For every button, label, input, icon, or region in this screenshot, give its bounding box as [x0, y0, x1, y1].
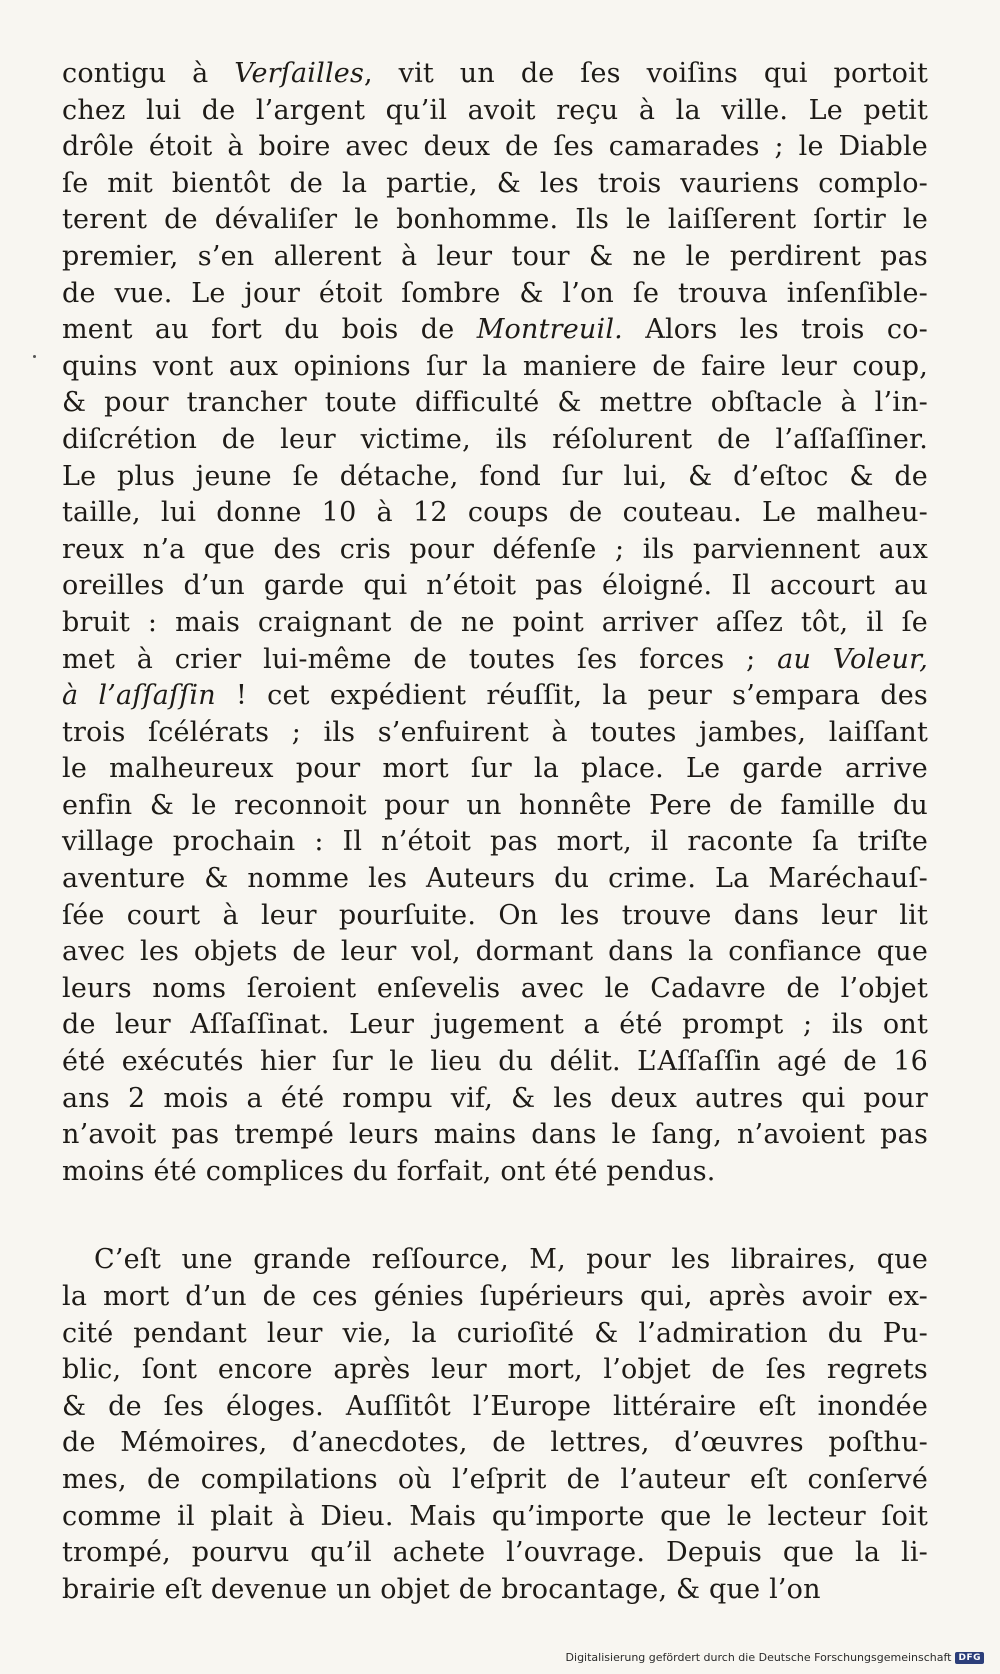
text-run: ſée court à leur pourſuite. On les trouve dans leur lit: [62, 899, 928, 931]
text-run: comme il plait à Dieu. Mais qu’importe que le lecteur ſoit: [62, 1500, 928, 1532]
body-text: [62, 56, 928, 1608]
text-run: oreilles d’un garde qui n’étoit pas éloigné. Il accourt au: [62, 570, 928, 602]
italic-run: à l’aſſaſſin: [62, 680, 216, 712]
margin-speck: [33, 355, 36, 358]
text-run: la mort d’un de ces génies ſupérieurs qui, après avoir ex-: [62, 1281, 928, 1312]
text-line: [62, 1081, 928, 1118]
text-run: village prochain : Il n’étoit pas mort, il raconte ſa triſte: [62, 826, 928, 858]
text-run: aventure & nomme les Auteurs du crime. La Maréchauſ-: [62, 863, 928, 895]
text-line: [62, 1316, 928, 1353]
text-run: C’eſt une grande reſſource, M, pour les libraires, que: [94, 1244, 928, 1276]
text-line: [62, 1044, 928, 1081]
text-line: [62, 1279, 928, 1316]
text-line: [62, 1572, 928, 1609]
text-run: ans 2 mois a été rompu vif, & les deux autres qui pour: [62, 1082, 928, 1114]
text-run: terent de dévaliſer le bonhomme. Ils le laiſſerent ſortir le: [62, 204, 928, 236]
text-run: drôle étoit à boire avec deux de ſes camarades ; le Diable: [62, 131, 928, 163]
text-run: le malheureux pour mort ſur la place. Le garde arrive: [62, 753, 928, 785]
text-run: ment au fort du bois de: [62, 314, 477, 346]
text-line: [62, 202, 928, 239]
text-run: brairie eſt devenue un objet de brocantage, & que l’on: [62, 1573, 821, 1605]
text-line: [62, 971, 928, 1008]
text-line: [62, 459, 928, 496]
text-line: [62, 861, 928, 898]
text-run: cité pendant leur vie, la curioſité & l’admiration du Pu-: [62, 1317, 928, 1349]
text-line: [62, 642, 928, 679]
text-run: premier, s’en allerent à leur tour & ne le perdirent pas: [62, 240, 928, 272]
text-run: , vit un de ſes voiſins qui portoit: [364, 58, 928, 89]
italic-run: au Voleur,: [777, 643, 928, 675]
text-run: & de ſes éloges. Auſſitôt l’Europe littéraire eſt inondée: [62, 1390, 928, 1422]
credit-text: Digitalisierung gefördert durch die Deutsche Forschungsgemeinschaft: [565, 1651, 952, 1664]
text-line: [62, 56, 928, 93]
text-line: [62, 276, 928, 313]
text-run: quins vont aux opinions ſur la maniere de faire leur coup,: [62, 350, 928, 382]
text-line: [62, 1425, 928, 1462]
text-run: trois ſcélérats ; ils s’enfuirent à toutes jambes, laiſſant: [62, 716, 928, 748]
text-run: bruit : mais craignant de ne point arriver aſſez tôt, il ſe: [62, 606, 928, 638]
text-run: ſe mit bientôt de la partie, & les trois vauriens complo-: [62, 167, 928, 199]
text-line: [62, 532, 928, 569]
text-line: [62, 1242, 928, 1279]
text-run: diſcrétion de leur victime, ils réſolurent de l’aſſaſſiner.: [62, 423, 928, 455]
text-run: Alors les trois co-: [622, 314, 928, 346]
text-line: [62, 1462, 928, 1499]
text-run: trompé, pourvu qu’il achete l’ouvrage. Depuis que la li-: [62, 1537, 928, 1569]
text-line: [62, 605, 928, 642]
text-run: met à crier lui-même de toutes ſes forces ;: [62, 643, 778, 675]
text-line: [62, 495, 928, 532]
text-line: [62, 1352, 928, 1389]
paragraph-1: [62, 56, 928, 1190]
text-line: [62, 1535, 928, 1572]
text-line: [62, 1389, 928, 1426]
text-line: [62, 93, 928, 130]
text-line: [62, 1007, 928, 1044]
text-line: [62, 129, 928, 166]
text-line: [62, 1117, 928, 1154]
text-line: [62, 715, 928, 752]
text-run: contigu à: [62, 58, 235, 89]
text-run: n’avoit pas trempé leurs mains dans le ſang, n’avoient pas: [62, 1119, 928, 1151]
text-line: [62, 898, 928, 935]
text-run: Le plus jeune ſe détache, fond ſur lui, & d’eſtoc & de: [62, 460, 928, 492]
text-line: [62, 1499, 928, 1536]
text-run: avec les objets de leur vol, dormant dans la confiance que: [62, 936, 928, 968]
text-run: moins été complices du forfait, ont été pendus.: [62, 1155, 716, 1187]
text-run: enfin & le reconnoit pour un honnête Pere de famille du: [62, 789, 928, 821]
text-line: [62, 349, 928, 386]
text-run: reux n’a que des cris pour défenſe ; ils parviennent aux: [62, 533, 928, 565]
text-line: [62, 678, 928, 715]
text-run: blic, ſont encore après leur mort, l’objet de ſes regrets: [62, 1354, 928, 1386]
italic-run: Montreuil.: [476, 314, 623, 346]
text-line: [62, 568, 928, 605]
text-line: [62, 934, 928, 971]
paragraph-gap: [62, 1190, 928, 1242]
text-line: [62, 1154, 928, 1191]
text-run: ! cet expédient réuſſit, la peur s’empara des: [215, 680, 928, 712]
text-run: chez lui de l’argent qu’il avoit reçu à la ville. Le petit: [62, 94, 928, 126]
dfg-logo: DFG: [955, 1652, 984, 1664]
text-line: [62, 166, 928, 203]
text-run: de Mémoires, d’anecdotes, de lettres, d’œuvres poſthu-: [62, 1427, 928, 1459]
italic-run: Verſailles: [234, 58, 365, 89]
text-line: [62, 751, 928, 788]
text-run: leurs noms ſeroient enſevelis avec le Cadavre de l’objet: [62, 972, 928, 1004]
text-run: taille, lui donne 10 à 12 coups de couteau. Le malheu-: [62, 497, 928, 529]
text-line: [62, 824, 928, 861]
text-run: de leur Aſſaſſinat. Leur jugement a été prompt ; ils ont: [62, 1009, 928, 1041]
paragraph-2: [62, 1242, 928, 1608]
text-line: [62, 239, 928, 276]
text-run: mes, de compilations où l’eſprit de l’auteur eſt conſervé: [62, 1463, 928, 1495]
digitization-credit: [566, 1651, 984, 1664]
text-line: [62, 422, 928, 459]
text-line: [62, 312, 928, 349]
text-run: été exécutés hier ſur le lieu du délit. L’Aſſaſſin agé de 16: [62, 1046, 928, 1078]
text-line: [62, 385, 928, 422]
text-run: de vue. Le jour étoit ſombre & l’on ſe trouva inſenſible-: [62, 277, 928, 309]
text-line: [62, 788, 928, 825]
text-run: & pour trancher toute difficulté & mettre obſtacle à l’in-: [62, 387, 928, 419]
